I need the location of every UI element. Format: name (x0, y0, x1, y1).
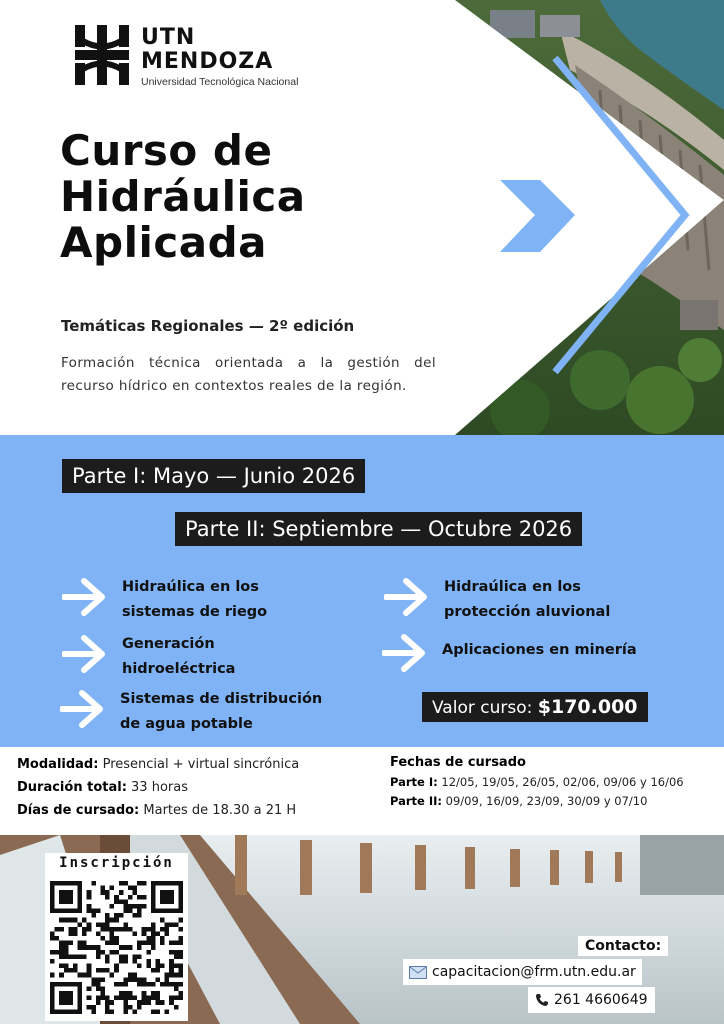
modalidad-row: Modalidad: Presencial + virtual sincrónica (17, 757, 300, 772)
topic-line: Hidraúlica en los (122, 579, 259, 595)
title-line-3: Aplicada (60, 218, 268, 267)
dias-row: Días de cursado: Martes de 18.30 a 21 H (17, 803, 297, 818)
logo-name-mendoza: MENDOZA (141, 49, 274, 74)
title-line-2: Hidráulica (60, 172, 306, 221)
email-text[interactable]: capacitacion@frm.utn.edu.ar (432, 964, 636, 980)
contact-label: Contacto: (578, 936, 668, 956)
logo-name-utn: UTN (141, 25, 196, 50)
qr-title: Inscripción (59, 855, 174, 871)
topic-line: Sistemas de distribución (120, 691, 323, 707)
phone-icon (535, 993, 549, 1007)
hero-section (0, 0, 724, 435)
course-title (60, 128, 460, 266)
registration-qr-card[interactable] (45, 853, 188, 1021)
qr-code-icon[interactable] (50, 877, 183, 1018)
course-price (422, 692, 648, 722)
duracion-row: Duración total: 33 horas (17, 780, 188, 795)
course-description: Formación técnica orientada a la gestión del recurso hídrico en contextos reales de la región. (61, 355, 436, 394)
arrow-right-icon (384, 577, 432, 617)
course-info-section (0, 747, 724, 835)
course-details (17, 753, 299, 822)
arrow-right-icon (382, 633, 430, 673)
contact-email[interactable] (403, 959, 642, 985)
phone-text[interactable]: 261 4660649 (554, 992, 648, 1008)
part-2-dates-banner: Parte II: Septiembre — Octubre 2026 (175, 512, 582, 546)
part-1-dates-banner: Parte I: Mayo — Junio 2026 (62, 459, 365, 493)
logo-subtitle: Universidad Tecnológica Nacional (141, 76, 299, 88)
topic-line: Aplicaciones en minería (442, 642, 637, 658)
topic-line: protección aluvional (444, 604, 611, 620)
utn-logo-icon (75, 25, 129, 85)
course-subtitle: Temáticas Regionales — 2º edición (61, 317, 355, 335)
price-label: Valor curso: (432, 698, 533, 718)
fechas-de-cursado (390, 753, 684, 811)
fechas-part-2: Parte II: 09/09, 16/09, 23/09, 30/09 y 07/10 (390, 794, 648, 808)
schedule-section (0, 435, 724, 747)
contact-phone[interactable] (528, 987, 655, 1013)
footer-section (0, 835, 724, 1024)
utn-logo (75, 25, 315, 90)
topic-line: Generación (122, 636, 215, 652)
topic-line: Hidraúlica en los (444, 579, 581, 595)
topic-line: de agua potable (120, 716, 253, 732)
topic-line: sistemas de riego (122, 604, 268, 620)
fechas-title: Fechas de cursado (390, 755, 526, 770)
topic-line: hidroeléctrica (122, 661, 236, 677)
fechas-part-1: Parte I: 12/05, 19/05, 26/05, 02/06, 09/06 y 16/06 (390, 775, 684, 789)
price-value: $170.000 (537, 696, 638, 718)
arrow-right-icon (62, 577, 110, 617)
arrow-right-icon (62, 634, 110, 674)
arrow-right-icon (60, 689, 108, 729)
email-icon (409, 966, 427, 979)
title-line-1: Curso de (60, 126, 273, 175)
